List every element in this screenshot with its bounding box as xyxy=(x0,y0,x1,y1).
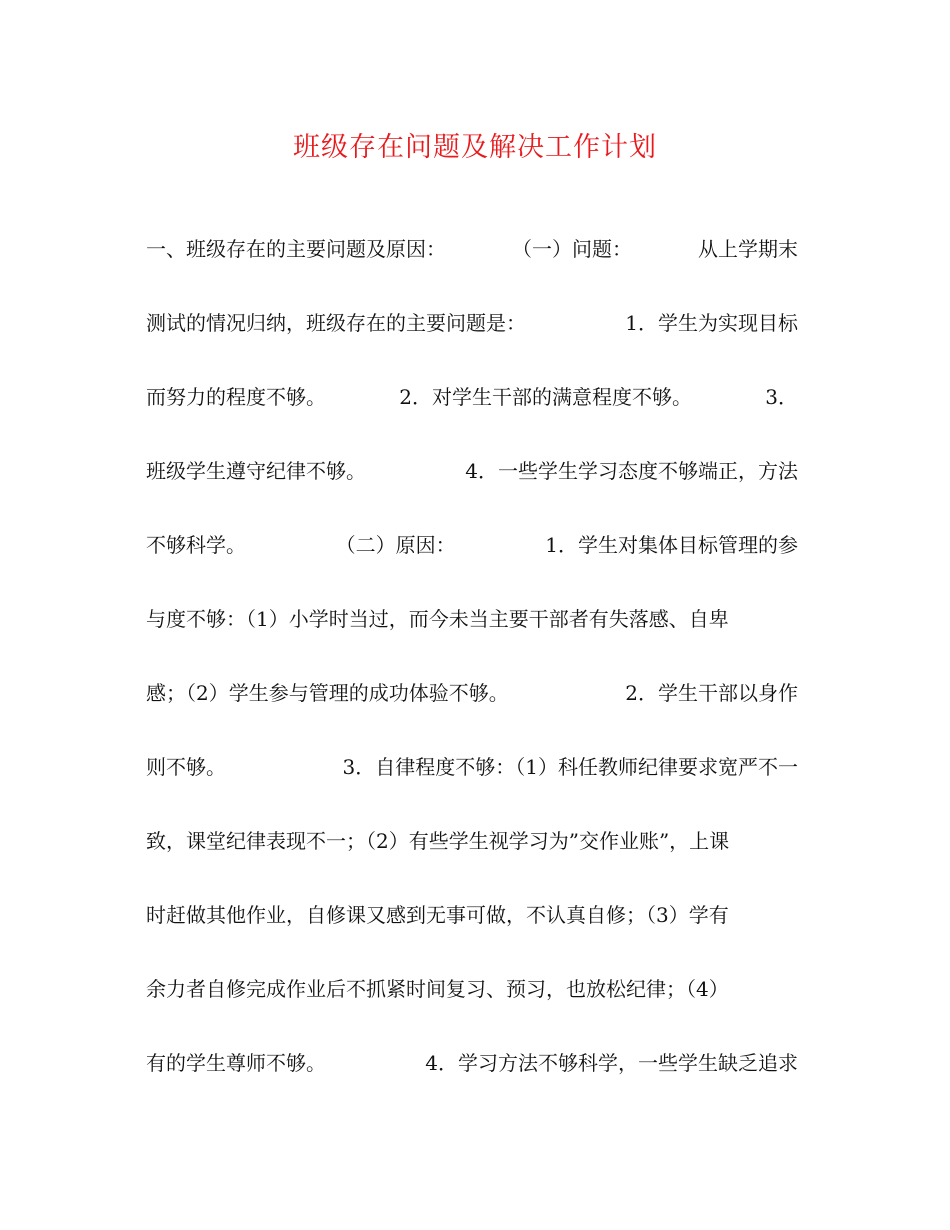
body-line xyxy=(146,580,798,654)
text-segment: （一）问题： xyxy=(512,236,632,261)
text-segment: 测试的情况归纳，班级存在的主要问题是： xyxy=(146,310,526,335)
body-line xyxy=(146,210,798,284)
text-segment: 3． xyxy=(765,384,798,409)
text-segment: 致，课堂纪律表现不一；（2）有些学生视学习为”交作业账”，上课 xyxy=(146,828,730,853)
body-line xyxy=(146,802,798,876)
text-segment: 3．自律程度不够：（1）科任教师纪律要求宽严不一 xyxy=(342,754,798,779)
body-line xyxy=(146,284,798,358)
body-line xyxy=(146,728,798,802)
text-segment: 则不够。 xyxy=(146,754,226,779)
text-segment: 4．学习方法不够科学，一些学生缺乏追求 xyxy=(425,1050,798,1075)
text-segment: 而努力的程度不够。 xyxy=(146,384,326,409)
text-segment: 2．学生干部以身作 xyxy=(625,680,798,705)
text-segment: 班级学生遵守纪律不够。 xyxy=(146,458,366,483)
text-segment: 不够科学。 xyxy=(146,532,246,557)
text-segment: 与度不够：（1）小学时当过，而今未当主要干部者有失落感、自卑 xyxy=(146,606,729,631)
text-segment: （二）原因： xyxy=(335,532,456,557)
body-line xyxy=(146,876,798,950)
body-line xyxy=(146,654,798,728)
text-segment: 4．一些学生学习态度不够端正，方法 xyxy=(465,458,798,483)
text-segment: 有的学生尊师不够。 xyxy=(146,1050,326,1075)
text-segment: 从上学期末 xyxy=(698,236,798,261)
text-segment: 1．学生为实现目标 xyxy=(625,310,798,335)
body-line xyxy=(146,1024,798,1098)
body-line xyxy=(146,506,798,580)
text-segment: 一、班级存在的主要问题及原因： xyxy=(146,236,446,261)
text-segment: 感；（2）学生参与管理的成功体验不够。 xyxy=(146,680,509,705)
body-line xyxy=(146,432,798,506)
body-line xyxy=(146,950,798,1024)
document-title: 班级存在问题及解决工作计划 xyxy=(293,132,657,163)
text-segment: 2．对学生干部的满意程度不够。 xyxy=(399,384,692,409)
text-segment: 1．学生对集体目标管理的参 xyxy=(545,532,798,557)
text-segment: 余力者自修完成作业后不抓紧时间复习、预习，也放松纪律；（4） xyxy=(146,976,729,1001)
text-segment: 时赶做其他作业，自修课又感到无事可做，不认真自修；（3）学有 xyxy=(146,902,729,927)
document-body xyxy=(146,210,798,1098)
body-line xyxy=(146,358,798,432)
